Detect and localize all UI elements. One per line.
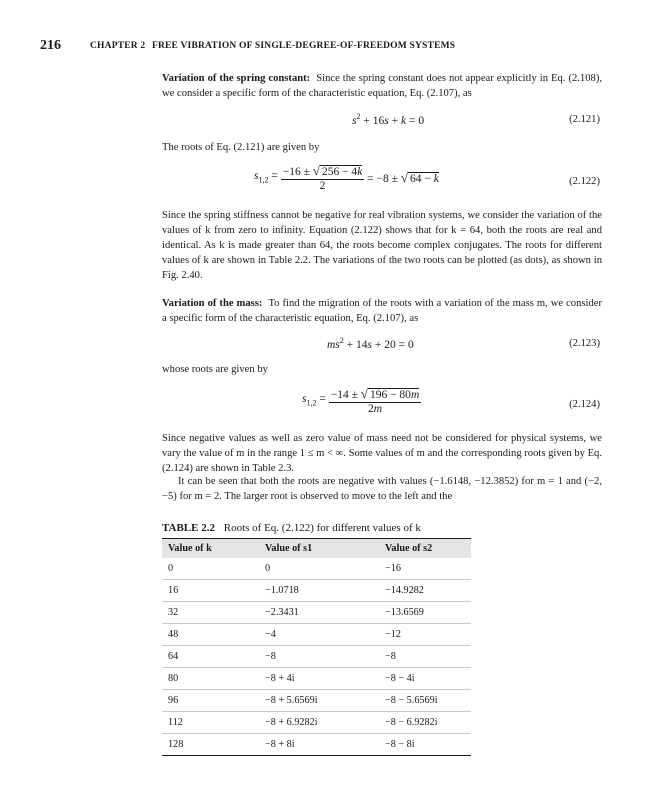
table-row (162, 580, 471, 602)
chapter-label: CHAPTER 2 (90, 41, 146, 51)
equation-number: (2.123) (569, 338, 600, 349)
table-label: TABLE 2.2 (162, 522, 215, 534)
column-header: Value of k (162, 539, 259, 559)
equation-2-121: $s^2 + 16s + k = 0$ (2.121) (352, 112, 600, 127)
table-cell: −4 (259, 624, 379, 646)
table-cell: 32 (162, 602, 259, 624)
roots-intro-2: whose roots are given by (162, 364, 268, 375)
table-cell: 112 (162, 712, 259, 734)
table-cell: −13.6569 (379, 602, 471, 624)
table-cell: −12 (379, 624, 471, 646)
table-cell: −8 − 4i (379, 668, 471, 690)
equation-number: (2.122) (569, 176, 600, 187)
table-cell: −8 + 6.9282i (259, 712, 379, 734)
table-cell: 0 (162, 558, 259, 580)
chapter-heading (90, 41, 455, 51)
mass-variation-discussion-2: It can be seen that both the roots are negative with values (−1.6148, −12.3852) for m = 1 and (−2, −5) for m = 2. The larger root is observed to move to the left and the (162, 476, 602, 502)
table-row (162, 712, 471, 734)
table-row (162, 668, 471, 690)
table-cell: 0 (259, 558, 379, 580)
table-row (162, 734, 471, 756)
table-cell: −8 + 4i (259, 668, 379, 690)
spring-constant-heading: Variation of the spring constant: (162, 73, 311, 84)
equation-number: (2.124) (569, 399, 600, 410)
table-2-2 (162, 522, 471, 756)
table-cell: −14.9282 (379, 580, 471, 602)
column-header: Value of s1 (259, 539, 379, 559)
table-cell: 96 (162, 690, 259, 712)
column-header: Value of s2 (379, 539, 471, 559)
table-caption (162, 522, 471, 534)
table-cell: 48 (162, 624, 259, 646)
table-cell: −8 (259, 646, 379, 668)
table-cell: −8 + 5.6569i (259, 690, 379, 712)
mass-variation-intro-text: To find the migration of the roots with a variation of the mass m, we consider a specific form of the characteristic equation, Eq. (2.107), as (162, 298, 602, 324)
roots-intro-1: The roots of Eq. (2.121) are given by (162, 142, 320, 153)
spring-constant-intro (162, 71, 602, 101)
equation-2-124: $s_{1,2}$ = $\frac{-14 \pm √ 196 - 80m}{2m}$ (2.124) (302, 386, 600, 415)
table-cell: 80 (162, 668, 259, 690)
spring-constant-intro-text: Since the spring constant does not appear explicitly in Eq. (2.108), we consider a specific form of the characteristic equation, Eq. (2.107), as (162, 73, 602, 99)
table-header-row (162, 539, 471, 559)
chapter-title: FREE VIBRATION OF SINGLE-DEGREE-OF-FREEDOM SYSTEMS (151, 41, 456, 51)
table-row (162, 690, 471, 712)
table-cell: −2.3431 (259, 602, 379, 624)
table-cell: −16 (379, 558, 471, 580)
mass-variation-intro (162, 296, 602, 326)
table-caption-text: Roots of Eq. (2.122) for different values of k (223, 522, 421, 534)
equation-2-123: $ms^2 + 14s + 20 = 0$ (2.123) (327, 336, 600, 351)
table-row (162, 558, 471, 580)
spring-constant-discussion: Since the spring stiffness cannot be negative for real vibration systems, we consider the variation of the values of k from zero to infinity. Equation (2.122) shows that for k = 64, both the roots are real and identical. As k is made greater than 64, the roots become complex conjugates. The roots for different values of k are shown in Table 2.2. The variations of the two roots can be plotted (as dots), as shown in Fig. 2.40. (162, 210, 602, 281)
table-cell: 16 (162, 580, 259, 602)
table-cell: −1.0718 (259, 580, 379, 602)
table-cell: −8 − 5.6569i (379, 690, 471, 712)
equation-number: (2.121) (569, 114, 600, 125)
page-number: 216 (40, 38, 61, 53)
table-cell: −8 − 8i (379, 734, 471, 756)
table-cell: −8 + 8i (259, 734, 379, 756)
roots-table (162, 538, 471, 756)
table-row (162, 646, 471, 668)
table-cell: −8 − 6.9282i (379, 712, 471, 734)
equation-2-122: $s_{1,2}$ = $\frac{-16 \pm √ 256 - 4k}{2}$ = −8 ± √ 64 − k (2.122) (254, 163, 600, 192)
table-cell: 64 (162, 646, 259, 668)
mass-variation-discussion: Since negative values as well as zero value of mass need not be considered for physical systems, we vary the value of m in the range 1 ≤ m < ∞. Some values of m and the corresponding roots given by Eq. (2.124) are shown in Table 2.3. (162, 433, 602, 474)
table-row (162, 602, 471, 624)
table-cell: 128 (162, 734, 259, 756)
table-row (162, 624, 471, 646)
table-cell: −8 (379, 646, 471, 668)
mass-variation-heading: Variation of the mass: (162, 298, 263, 309)
